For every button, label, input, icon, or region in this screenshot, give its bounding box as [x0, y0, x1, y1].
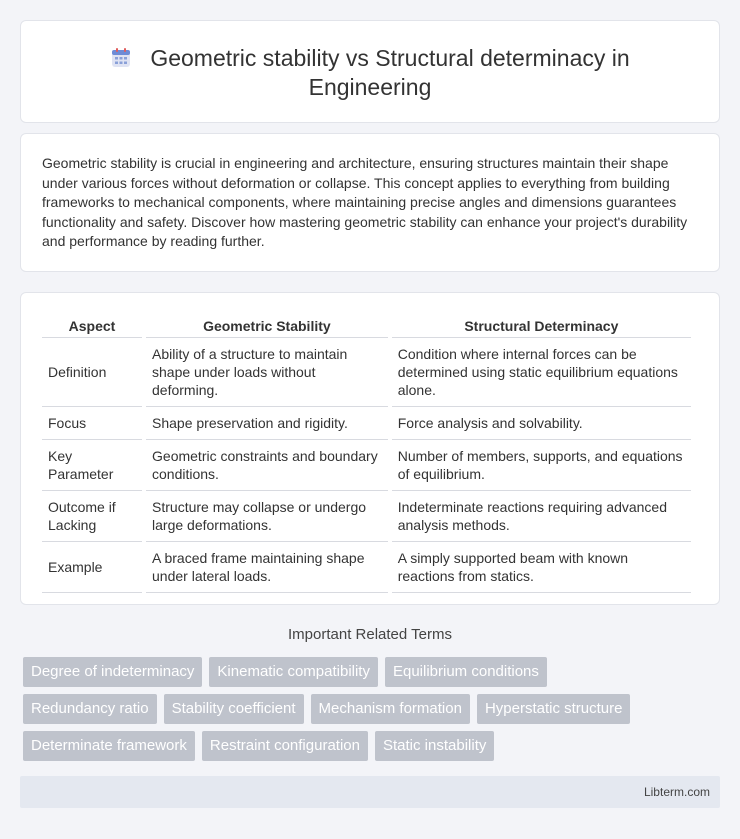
row-aspect: Focus: [42, 407, 142, 440]
intro-card: [20, 133, 720, 272]
row-geometric: Ability of a structure to maintain shape under loads without deforming.: [146, 338, 388, 407]
tag-static-instability[interactable]: Static instability: [375, 731, 494, 761]
row-geometric: Geometric constraints and boundary conditions.: [146, 440, 388, 491]
tag-equilibrium-conditions[interactable]: Equilibrium conditions: [385, 657, 547, 687]
row-aspect: Key Parameter: [42, 440, 142, 491]
table-row: [42, 440, 691, 491]
tag-kinematic-compatibility[interactable]: Kinematic compatibility: [209, 657, 378, 687]
row-geometric: Structure may collapse or undergo large deformations.: [146, 491, 388, 542]
table-row: [42, 491, 691, 542]
header-aspect: Aspect: [42, 315, 142, 338]
related-terms-list: [23, 657, 723, 768]
tag-stability-coefficient[interactable]: Stability coefficient: [164, 694, 304, 724]
header-card: [20, 20, 720, 123]
table-row: [42, 542, 691, 593]
tag-mechanism-formation[interactable]: Mechanism formation: [311, 694, 470, 724]
footer: [20, 776, 720, 808]
header-geometric-stability: Geometric Stability: [146, 315, 388, 338]
title-line-1: Geometric stability vs Structural determinacy in: [150, 45, 630, 71]
related-terms-title: Important Related Terms: [288, 626, 452, 643]
calendar-icon: [110, 47, 132, 69]
row-aspect: Example: [42, 542, 142, 593]
row-structural: Force analysis and solvability.: [392, 407, 691, 440]
tag-degree-of-indeterminacy[interactable]: Degree of indeterminacy: [23, 657, 202, 687]
title-line-2: Engineering: [308, 74, 432, 100]
table-row: [42, 338, 691, 407]
row-structural: Indeterminate reactions requiring advanced analysis methods.: [392, 491, 691, 542]
table-row: [42, 407, 691, 440]
tag-redundancy-ratio[interactable]: Redundancy ratio: [23, 694, 157, 724]
tag-determinate-framework[interactable]: Determinate framework: [23, 731, 195, 761]
table-header-row: [42, 315, 691, 338]
row-geometric: Shape preservation and rigidity.: [146, 407, 388, 440]
footer-site-link[interactable]: Libterm.com: [643, 785, 710, 799]
intro-text: Geometric stability is crucial in engineering and architecture, ensuring structures maintain their shape under various forces without deformation or collapse. This concept applies to everything from building frameworks to mechanical components, where maintaining precise angles and dimensions guarantees functionality and safety. Discover how mastering geometric stability can enhance your project's durability and performance by reading further.: [42, 155, 688, 249]
header-structural-determinacy: Structural Determinacy: [392, 315, 691, 338]
row-structural: A simply supported beam with known reactions from statics.: [392, 542, 691, 593]
row-geometric: A braced frame maintaining shape under lateral loads.: [146, 542, 388, 593]
page-title: [21, 44, 719, 102]
comparison-table-card: [20, 292, 720, 605]
tag-hyperstatic-structure[interactable]: Hyperstatic structure: [477, 694, 631, 724]
row-structural: Number of members, supports, and equations of equilibrium.: [392, 440, 691, 491]
row-aspect: Outcome if Lacking: [42, 491, 142, 542]
row-structural: Condition where internal forces can be determined using static equilibrium equations alone.: [392, 338, 691, 407]
comparison-table: [38, 315, 695, 593]
tag-restraint-configuration[interactable]: Restraint configuration: [202, 731, 368, 761]
row-aspect: Definition: [42, 338, 142, 407]
